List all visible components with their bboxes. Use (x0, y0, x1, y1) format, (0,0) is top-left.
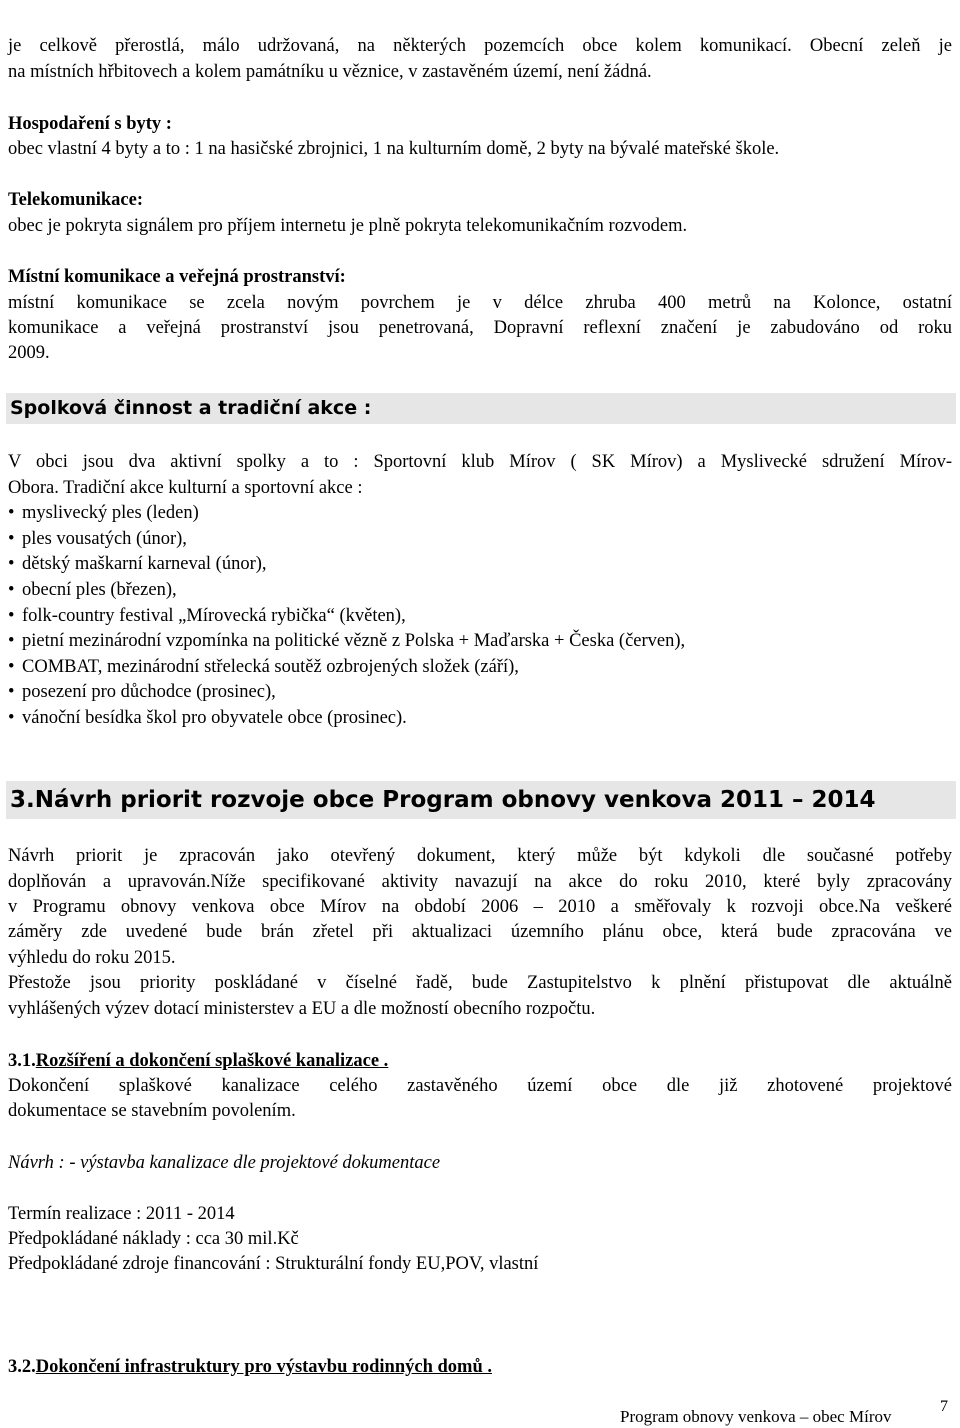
section-3-1-number: 3.1. (8, 1051, 36, 1071)
intro-line-1: je celkově přerostlá, málo udržovaná, na některých pozemcích obce kolem komunikací. Obecní zeleň je (8, 36, 952, 56)
bullet-icon: • (8, 580, 15, 600)
list-item: • folk-country festival „Mírovecká rybička“ (květen), (8, 606, 406, 626)
list-item: • posezení pro důchodce (prosinec), (8, 682, 276, 702)
bullet-icon: • (8, 503, 15, 523)
roads-heading: Místní komunikace a veřejná prostranství: (8, 267, 346, 287)
priorities-p1-line-2: doplňován a upravován.Níže specifikované aktivity navazují na akce do roku 2010, které byly zpracovány (8, 872, 952, 892)
section-3-1-line-2: dokumentace se stavebním povolením. (8, 1101, 296, 1121)
housing-text: obec vlastní 4 byty a to : 1 na hasičské zbrojnici, 1 na kulturním domě, 2 byty na bývalé mateřské škole. (8, 139, 780, 159)
priorities-p1-line-4: záměry zde uvedené bude brán zřetel při aktualizaci územního plánu obce, která bude zpracována ve (8, 922, 952, 942)
section-3-2-number: 3.2. (8, 1357, 36, 1377)
intro-line-2: na místních hřbitovech a kolem památníku u věznice, v zastavěném území, není žádná. (8, 62, 652, 82)
footer-text: Program obnovy venkova – obec Mírov (620, 1407, 892, 1426)
section-heading-priorities: 3.Návrh priorit rozvoje obce Program obnovy venkova 2011 – 2014 (6, 781, 956, 819)
costs-text: Předpokládané náklady : cca 30 mil.Kč (8, 1229, 299, 1249)
telecom-heading: Telekomunikace: (8, 190, 143, 210)
bullet-icon: • (8, 682, 15, 702)
list-item: • myslivecký ples (leden) (8, 503, 199, 523)
telecom-text: obec je pokryta signálem pro příjem internetu je plně pokryta telekomunikačním rozvodem. (8, 216, 688, 236)
roads-line-3: 2009. (8, 343, 50, 363)
priorities-p1-line-3: v Programu obnovy venkova obce Mírov na období 2006 – 2010 a směřovaly k rozvoji obce.Na veškeré (8, 897, 952, 917)
roads-line-1: místní komunikace se zcela novým povrchem je v délce zhruba 400 metrů na Kolonce, ostatní (8, 293, 952, 313)
list-item: • vánoční besídka škol pro obyvatele obce (prosinec). (8, 708, 407, 728)
list-item: • pietní mezinárodní vzpomínka na politické vězně z Polska + Maďarska + Česka (červen), (8, 631, 686, 651)
bullet-icon: • (8, 631, 15, 651)
bullet-icon: • (8, 657, 15, 677)
term-text: Termín realizace : 2011 - 2014 (8, 1204, 235, 1224)
section-3-2-title: Dokončení infrastruktury pro výstavbu rodinných domů . (35, 1357, 492, 1377)
bullet-icon: • (8, 554, 15, 574)
section-3-1-heading (8, 1049, 388, 1073)
list-item: • COMBAT, mezinárodní střelecká soutěž ozbrojených složek (září), (8, 657, 519, 677)
section-heading-associations: Spolková činnost a tradiční akce : (6, 393, 956, 424)
section-3-1-title: Rozšíření a dokončení splaškové kanalizace . (35, 1051, 389, 1071)
priorities-p1-line-5: výhledu do roku 2015. (8, 948, 176, 968)
housing-heading: Hospodaření s byty : (8, 114, 172, 134)
roads-line-2: komunikace a veřejná prostranství jsou penetrovaná, Dopravní reflexní značení je zabudováno od roku (8, 318, 952, 338)
associations-line-1: V obci jsou dva aktivní spolky a to : Sportovní klub Mírov ( SK Mírov) a Myslivecké sdružení Mírov- (8, 452, 952, 472)
section-3-2-heading (8, 1355, 492, 1379)
funding-text: Předpokládané zdroje financování : Strukturální fondy EU,POV, vlastní (8, 1254, 539, 1274)
bullet-icon: • (8, 606, 15, 626)
section-3-1-line-1: Dokončení splaškové kanalizace celého zastavěného území obce dle již zhotovené projektové (8, 1076, 952, 1096)
list-item: • dětský maškarní karneval (únor), (8, 554, 267, 574)
list-item: • ples vousatých (únor), (8, 529, 187, 549)
list-item: • obecní ples (březen), (8, 580, 177, 600)
bullet-icon: • (8, 529, 15, 549)
proposal-text: Návrh : - výstavba kanalizace dle projektové dokumentace (8, 1153, 441, 1173)
priorities-p1-line-1: Návrh priorit je zpracován jako otevřený dokument, který může být kdykoli dle současné potřeby (8, 846, 952, 866)
priorities-p2-line-1: Přestože jsou priority poskládané v číselné řadě, bude Zastupitelstvo k plnění přistupovat dle aktuálně (8, 973, 952, 993)
page-number: 7 (940, 1398, 948, 1415)
priorities-p2-line-2: vyhlášených výzev dotací ministerstev a EU a dle možností obecního rozpočtu. (8, 999, 596, 1019)
bullet-icon: • (8, 708, 15, 728)
associations-line-2: Obora. Tradiční akce kulturní a sportovní akce : (8, 478, 363, 498)
